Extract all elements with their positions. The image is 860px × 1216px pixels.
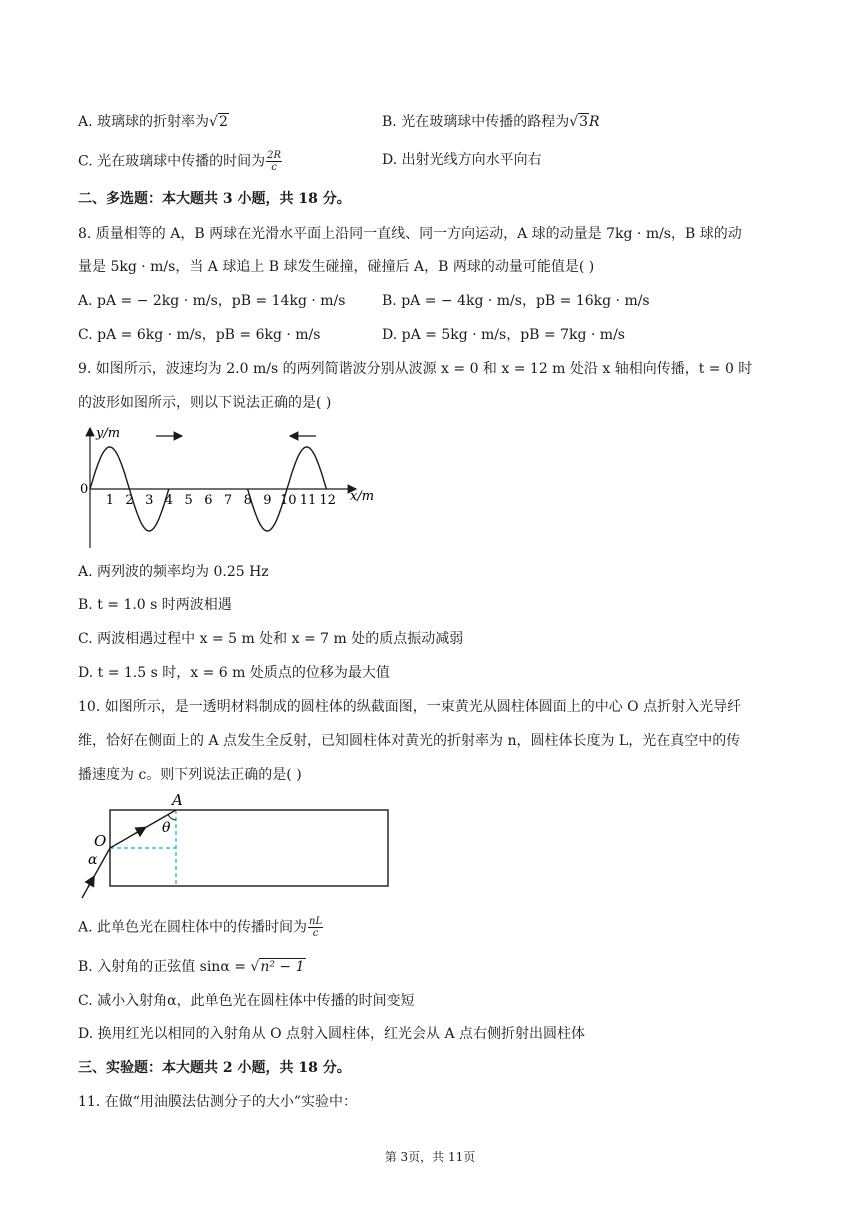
q8-stem-line1: 8. 质量相等的 A，B 两球在光滑水平面上沿同一直线、同一方向运动，A 球的动量是 7kg · m/s，B 球的动 [78, 226, 742, 242]
x-tick-label: 1 [105, 493, 114, 508]
q8-option-b: B. pA = − 4kg · m/s，pB = 16kg · m/s [382, 293, 650, 309]
q10-option-d: D. 换用红光以相同的入射角从 O 点射入圆柱体，红光会从 A 点右侧折射出圆柱体 [78, 1026, 586, 1042]
x-axis-label: x/m [350, 489, 375, 504]
x-tick-label: 11 [299, 493, 317, 508]
q9-stem-line2: 的波形如图所示，则以下说法正确的是( ) [78, 395, 332, 411]
q7-option-c-numerator: 2R [267, 150, 282, 161]
q10-option-b: B. 入射角的正弦值 sinα = √n² − 1 [78, 959, 305, 975]
q9-option-a: A. 两列波的频率均为 0.25 Hz [78, 564, 269, 580]
x-tick-label: 10 [280, 493, 297, 508]
q11-stem-line1: 11. 在做“用油膜法估测分子的大小”实验中： [78, 1094, 358, 1110]
q10-stem-line1: 10. 如图所示，是一透明材料制成的圆柱体的纵截面图，一束黄光从圆柱体圆面上的中心 O 点折射入光导纤 [78, 699, 742, 715]
x-tick-labels [106, 493, 336, 508]
q7-option-a: A. 玻璃球的折射率为√2 [78, 114, 228, 130]
q10-option-a-denominator: c [312, 928, 319, 939]
x-tick-label: 9 [263, 493, 272, 508]
refracted-arrow-icon [136, 830, 142, 834]
label-alpha: α [88, 852, 98, 868]
q10-stem-line2: 维，恰好在侧面上的 A 点发生全反射，已知圆柱体对黄光的折射率为 n，圆柱体长度为 L，光在真空中的传 [78, 733, 741, 749]
x-tick-label: 8 [243, 493, 252, 508]
q9-stem-line1: 9. 如图所示，波速均为 2.0 m/s 的两列简谐波分别从波源 x = 0 和 x = 12 m 处沿 x 轴相向传播，t = 0 时 [78, 361, 753, 377]
q7-option-c [78, 150, 283, 173]
q8-stem-line2: 量是 5kg · m/s，当 A 球追上 B 球发生碰撞，碰撞后 A，B 两球的动量可能值是( ) [78, 259, 595, 275]
q9-option-b: B. t = 1.0 s 时两波相遇 [78, 597, 232, 613]
q7-option-b: B. 光在玻璃球中传播的路程为√3R [382, 114, 600, 130]
label-o: O [94, 832, 107, 850]
q10-option-b-value: n² − 1 [260, 959, 305, 975]
q7-option-c-text: C. 光在玻璃球中传播的时间为 [78, 153, 266, 170]
q9-option-d: D. t = 1.5 s 时，x = 6 m 处质点的位移为最大值 [78, 665, 390, 681]
q8-option-a: A. pA = − 2kg · m/s，pB = 14kg · m/s [78, 293, 346, 309]
q9-option-c: C. 两波相遇过程中 x = 5 m 处和 x = 7 m 处的质点振动减弱 [78, 631, 464, 647]
q8-option-c: C. pA = 6kg · m/s，pB = 6kg · m/s [78, 327, 321, 343]
label-a: A [172, 791, 183, 809]
x-tick-label: 2 [125, 493, 134, 508]
x-tick-label: 3 [145, 493, 154, 508]
q10-option-c: C. 减小入射角α，此单色光在圆柱体中传播的时间变短 [78, 993, 415, 1009]
q10-option-a-numerator: nL [309, 916, 323, 927]
q10-option-b-text: B. 入射角的正弦值 sinα = [78, 959, 251, 975]
y-axis-label: y/m [96, 426, 121, 441]
q8-option-d: D. pA = 5kg · m/s，pB = 7kg · m/s [382, 327, 625, 343]
q10-stem-line3: 播速度为 c。则下列说法正确的是( ) [78, 767, 302, 783]
label-theta: θ [162, 820, 171, 836]
origin-label: 0 [80, 482, 89, 497]
q10-option-a [78, 916, 324, 939]
x-tick-label: 5 [184, 493, 193, 508]
q7-option-a-text: A. 玻璃球的折射率为 [78, 114, 210, 130]
x-tick-label: 7 [223, 493, 233, 508]
q7-option-d: D. 出射光线方向水平向右 [382, 152, 542, 168]
q7-option-a-value: 2 [218, 114, 228, 130]
q7-option-b-var: R [589, 114, 600, 130]
q7-option-b-value: 3 [579, 114, 589, 130]
section3-title: 三、实验题：本大题共 2 小题，共 18 分。 [78, 1060, 351, 1076]
x-tick-label: 4 [164, 493, 174, 508]
q7-option-c-fraction [266, 150, 282, 173]
cylinder-section [110, 810, 388, 886]
section2-title: 二、多选题：本大题共 3 小题，共 18 分。 [78, 191, 351, 207]
x-tick-label: 12 [319, 493, 336, 508]
q10-option-a-fraction [308, 916, 323, 939]
x-tick-label: 6 [204, 493, 213, 508]
q9-wave-figure [72, 422, 392, 554]
q10-cylinder-figure [76, 790, 396, 902]
page-footer: 第 3页，共 11页 [384, 1150, 476, 1164]
q7-option-b-text: B. 光在玻璃球中传播的路程为 [382, 114, 570, 130]
q10-option-a-text: A. 此单色光在圆柱体中的传播时间为 [78, 919, 308, 936]
q7-option-c-denominator: c [271, 162, 277, 173]
incident-arrow-icon [88, 880, 92, 887]
